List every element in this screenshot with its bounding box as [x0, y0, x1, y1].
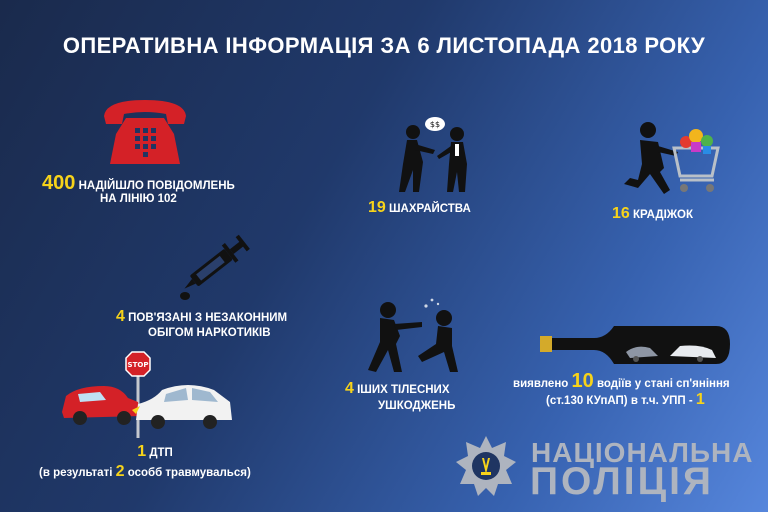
car-crash-icon: [58, 350, 238, 440]
drunk-value2: 1: [695, 391, 705, 408]
thefts-value: 16: [612, 205, 630, 222]
fight-icon: [360, 292, 470, 376]
accidents-value: 1: [137, 443, 147, 460]
accidents-text: ДТП: [149, 447, 173, 459]
injuries-value: 4: [345, 380, 354, 397]
drunk-text-line2: (ст.130 КУпАП) в т.ч. УПП -: [546, 395, 693, 407]
bottle-icon: [540, 318, 732, 374]
police-badge-icon: [454, 434, 518, 498]
drunk-line2: [546, 391, 705, 409]
injuries-text-line2: УШКОДЖЕНЬ: [378, 400, 456, 412]
drunk-value: 10: [571, 370, 594, 392]
calls-text-line1: НАДІЙШЛО ПОВІДОМЛЕНЬ: [78, 180, 235, 192]
fraud-value: 19: [368, 199, 386, 216]
drunk-line1: [513, 370, 730, 393]
calls-line1: [42, 172, 235, 195]
thefts-text: КРАДІЖОК: [633, 209, 694, 221]
drugs-line1: [116, 308, 287, 326]
brand-line2: ПОЛІЦІЯ: [530, 460, 714, 503]
accidents-line2-post: особб травмувалься): [127, 467, 251, 479]
brand-line1: НАЦІОНАЛЬНА: [531, 437, 754, 468]
page-title: ОПЕРАТИВНА ІНФОРМАЦІЯ ЗА 6 ЛИСТОПАДА 2018 РОКУ: [62, 33, 706, 58]
telephone-icon: [98, 94, 192, 168]
drunk-prefix: виявлено: [513, 378, 569, 390]
stop-sign-text: STOP: [127, 361, 149, 369]
drugs-text-line1: ПОВ'ЯЗАНІ З НЕЗАКОННИМ: [128, 312, 288, 324]
fraud-label: [368, 199, 471, 217]
accidents-line1: [100, 443, 210, 461]
accidents-line2: [39, 463, 251, 481]
fraud-icon: [385, 112, 485, 196]
fraud-text: ШАХРАЙСТВА: [389, 203, 471, 215]
calls-value: 400: [42, 172, 76, 194]
syringe-icon: [175, 228, 255, 304]
accidents-injured: 2: [115, 463, 125, 480]
drugs-value: 4: [116, 308, 125, 325]
thief-icon: [612, 118, 724, 198]
svg-text:$$: $$: [429, 120, 441, 129]
drunk-text-line1: водіїв у стані сп'яніння: [596, 378, 730, 390]
injuries-line1: [345, 380, 450, 398]
calls-text-line2: НА ЛІНІЮ 102: [100, 193, 177, 205]
thefts-label: [612, 205, 693, 223]
drugs-text-line2: ОБІГОМ НАРКОТИКІВ: [148, 327, 271, 339]
injuries-text-line1: ІШИХ ТІЛЕСНИХ: [357, 384, 450, 396]
accidents-line2-pre: (в результаті: [39, 467, 113, 479]
